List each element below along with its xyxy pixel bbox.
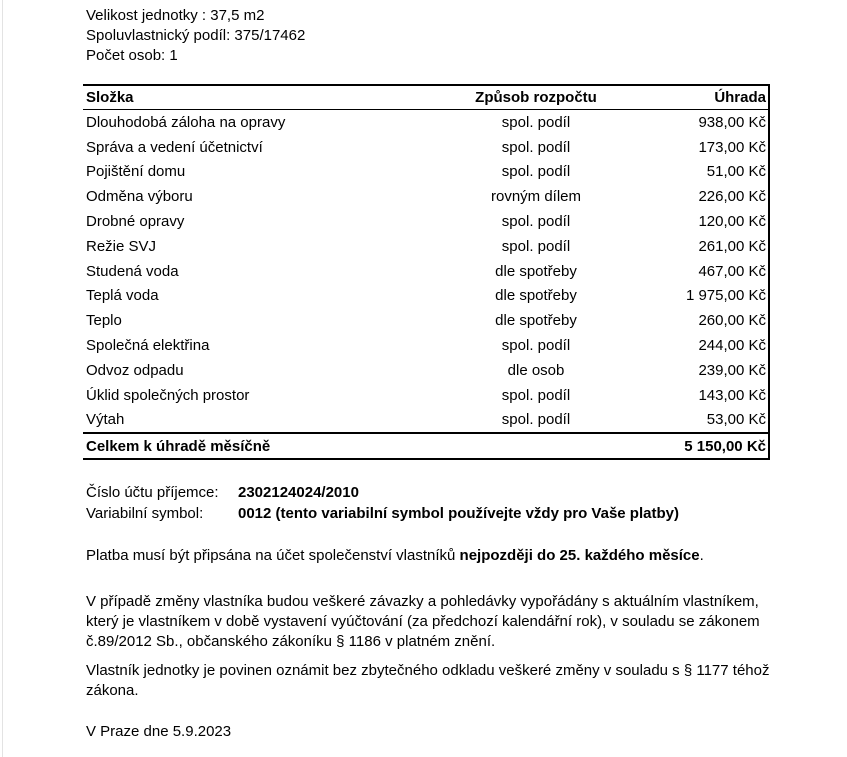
payment-details [86, 482, 679, 524]
co-ownership-share: Spoluvlastnický podíl: 375/17462 [86, 27, 306, 44]
row-component: Správa a vedení účetnictví [86, 138, 263, 156]
row-component: Drobné opravy [86, 213, 185, 231]
row-budget-method: spol. podíl [501, 386, 571, 404]
account-number-row [86, 482, 679, 503]
unit-size: Velikost jednotky : 37,5 m2 [86, 7, 265, 24]
row-payment: 938,00 Kč [698, 113, 766, 131]
table-row [83, 408, 769, 434]
row-component: Výtah [86, 411, 125, 429]
table-row [83, 358, 769, 383]
notification-duty-note: Vlastník jednotky je povinen oznámit bez zbytečného odkladu veškeré změny v souladu s § 1177 téhož zákona. [86, 662, 770, 699]
row-budget-method: spol. podíl [501, 237, 571, 255]
header-budget-method: Způsob rozpočtu [448, 85, 623, 110]
row-payment: 143,00 Kč [698, 386, 766, 404]
row-payment: 120,00 Kč [698, 213, 766, 231]
row-payment: 261,00 Kč [698, 237, 766, 255]
row-budget-method: dle osob [507, 361, 565, 379]
table-row [83, 135, 769, 160]
variable-symbol-value: 0012 (tento variabilní symbol používejte vždy pro Vaše platby) [238, 505, 679, 522]
payment-deadline-prefix: Platba musí být připsána na účet společenství vlastníků [86, 547, 460, 564]
table-row [83, 110, 769, 135]
row-budget-method: spol. podíl [501, 411, 571, 429]
page-edge-rule [2, 0, 3, 757]
row-budget-method: dle spotřeby [495, 262, 577, 280]
row-component: Odvoz odpadu [86, 361, 184, 379]
total-amount: 5 150,00 Kč [623, 433, 769, 459]
payment-deadline-suffix: . [699, 547, 704, 564]
payment-components-table [83, 84, 770, 460]
owner-change-note: V případě změny vlastníka budou veškeré závazky a pohledávky vypořádány s aktuálním vlastníkem, který je vlastníkem v době vystavení vyúčtování (za předchozí kalendářní rok), v souladu se zákonem č.89/2012 Sb., občanského zákoníku § 1186 v platném znění. [86, 593, 760, 650]
row-component: Dlouhodobá záloha na opravy [86, 113, 286, 131]
unit-info [86, 6, 305, 66]
row-budget-method: dle spotřeby [495, 312, 577, 330]
table-row [83, 259, 769, 284]
row-payment: 51,00 Kč [706, 163, 766, 181]
row-budget-method: spol. podíl [501, 337, 571, 355]
table-row [83, 333, 769, 358]
header-payment: Úhrada [623, 85, 769, 110]
persons-count: Počet osob: 1 [86, 47, 178, 64]
row-component: Teplo [86, 312, 122, 330]
row-budget-method: rovným dílem [490, 188, 582, 206]
row-payment: 1 975,00 Kč [685, 287, 766, 305]
table-header-row [83, 85, 769, 110]
row-budget-method: spol. podíl [501, 213, 571, 231]
row-payment: 467,00 Kč [698, 262, 766, 280]
total-label: Celkem k úhradě měsíčně [83, 433, 448, 459]
row-component: Režie SVJ [86, 237, 157, 255]
row-component: Teplá voda [86, 287, 159, 305]
variable-symbol-row [86, 503, 679, 524]
account-number-value: 2302124024/2010 [238, 484, 359, 501]
row-budget-method: spol. podíl [501, 163, 571, 181]
table-row [83, 160, 769, 185]
row-component: Studená voda [86, 262, 179, 280]
table-row [83, 284, 769, 309]
table-row [83, 209, 769, 234]
row-payment: 239,00 Kč [698, 361, 766, 379]
table-body [83, 110, 769, 434]
table-row [83, 308, 769, 333]
total-empty [448, 433, 623, 459]
row-budget-method: spol. podíl [501, 138, 571, 156]
row-component: Pojištění domu [86, 163, 186, 181]
row-component: Společná elektřina [86, 337, 210, 355]
row-payment: 226,00 Kč [698, 188, 766, 206]
account-number-label: Číslo účtu příjemce: [86, 484, 219, 501]
variable-symbol-label: Variabilní symbol: [86, 505, 204, 522]
total-row [83, 433, 769, 459]
row-payment: 244,00 Kč [698, 337, 766, 355]
table-row [83, 383, 769, 408]
header-component: Složka [83, 85, 448, 110]
row-payment: 260,00 Kč [698, 312, 766, 330]
row-component: Úklid společných prostor [86, 386, 250, 404]
row-component: Odměna výboru [86, 188, 193, 206]
place-and-date: V Praze dne 5.9.2023 [86, 723, 232, 740]
payment-deadline-bold: nejpozději do 25. každého měsíce [459, 547, 700, 564]
table-row [83, 184, 769, 209]
table-row [83, 234, 769, 259]
row-budget-method: dle spotřeby [495, 287, 577, 305]
row-payment: 53,00 Kč [706, 411, 766, 429]
row-budget-method: spol. podíl [501, 113, 571, 131]
payment-deadline-note [86, 546, 776, 566]
row-payment: 173,00 Kč [698, 138, 766, 156]
